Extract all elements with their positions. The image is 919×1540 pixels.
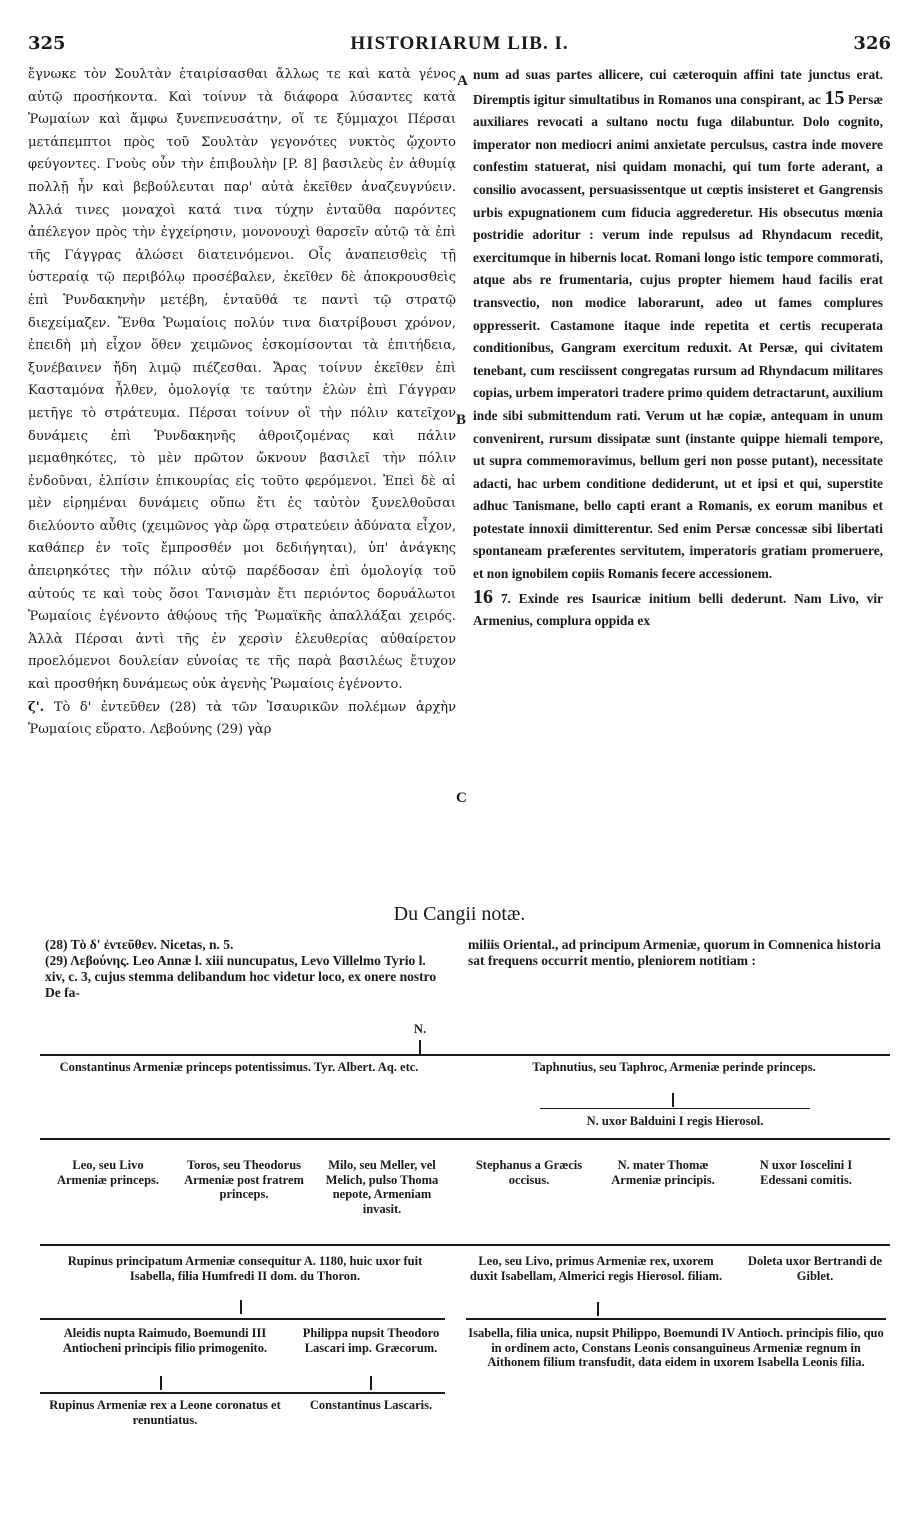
margin-letter-a: A: [457, 73, 468, 89]
margin-letter-b: B: [456, 412, 467, 428]
stemma-line: [240, 1300, 242, 1314]
notes-title: Du Cangii notæ.: [393, 903, 526, 925]
note-29: (29) Λεβούνης. Leo Annæ l. xiii nuncupatus, Levo Villelmo Tyrio l. xiv, c. 3, cujus stemma delibandum hoc videtur loco, ex onere nostro De fa-: [45, 953, 437, 1000]
stemma-taphnutius: Taphnutius, seu Taphroc, Armeniæ perinde princeps.: [532, 1060, 816, 1074]
greek-text: ἔγνωκε τὸν Σουλτὰν ἑταιρίσασθαι ἄλλως τε καὶ κατὰ γένος αὐτῷ προσήκοντα. Καὶ τοίνυν τὰ διάφορα λύσαντες κατὰ Ῥωμαίων καὶ ἄμφω ξυνεπνευσάτην, οἵ τε ξύμμαχοι Πέρσαι μετάπεμπτοι πρὸς τοῦ Σουλτὰν γεγονότες νυκτὸς ᾤχοντο φεύγοντες. Γνοὺς οὖν τὴν ἐπιβουλὴν [P. 8] βασιλεὺς ἐν ἀθυμίᾳ πολλῇ ἦν καὶ βεβούλευται παρ' αὐτὰ ἐκεῖθεν ἀναζευγνύειν. Ἀλλά τινες μοναχοὶ κατά τινα τύχην ἐνταῦθα παρόντες ἀπέλεγον πρὸς τὴν ἐγχείρησιν, μονονουχὶ θαρσεῖν αὐτῷ τὰ ἐπὶ τῆς Γάγγρας ἁλώσει διατεινόμενοι. Οἷς ἀναπεισθεὶς τῇ ὑστεραίᾳ τῷ περιβόλῳ προσέβαλεν, ἐκεῖθεν δὲ ἀποκρουσθεὶς ἐπὶ Ῥυνδακηνὴν μετέβη, ἐνταῦθά τε παντὶ τῷ στρατῷ διεχείμαζεν. Ἔνθα Ῥωμαίοις πολύν τινα διατρίβουσι χρόνον, ἐπειδὴ μὴ εἶχον ὅθεν χειμῶνος ἐσκομίσονται τὰ ἐπιτήδεια, ξυνέβαινεν ἤδη λιμῷ πιέζεσθαι. Ἄρας τοίνυν ἐκεῖθεν ἐπὶ Κασταμόνα ἦλθεν, ὁμολογίᾳ τε ταύτην ἑλὼν ἐπὶ Γάγγραν μετῆγε τὸ στράτευμα. Πέρσαι τοίνυν οἳ τὴν πόλιν κατεῖχον δυνάμεις ἐπὶ Ῥυνδακηνῆς ἀθροιζομένας καὶ πάλιν μεμαθηκότες, τὸ μὲν πρῶτον ὤκνουν βασιλεῖ τὴν πόλιν ἐνδοῦναι, ἐλπίσιν ἐπικουρίας εἰς τοῦτο φερόμενοι. Ἐπεὶ δὲ αἱ μὲν εἰρημέναι δυνάμεις οὔπω ἔτι ἐς ταὐτὸν ξυνελθοῦσαι διελύοντο αὖθις (χειμῶνος γὰρ ὥρᾳ στρατεύειν ἀδύνατα εἶχον, καθάπερ ἐν τοῖς ἔμπροσθέν μοι δεδιήγηται), ὑπ' ἀνάγκης ἀπειρηκότες τὴν πόλιν αὐτῷ παρέδοσαν ἐπὶ ὁμολογίᾳ τοῦ αὐτούς τε καὶ τοὺς ὅσοι Τανισμὰν ἔτι περιόντος δορυάλωτοι Ῥωμαίοις ἐγένοντο ἀθῴους τῆς Ῥωμαϊκῆς ἀπαλλάξαι χειρός. Ἀλλὰ Πέρσαι ἀντὶ τῆς ἐν χερσὶν ἐλευθερίας αὐθαίρετον προελόμενοι δουλείαν εὐνοίας τε τῆς παρὰ βασιλέως ἔτυχον καὶ προσθήκη δυνάμεως οὐκ ἀγενὴς Ῥωμαίοις ἐγένοντο.: [28, 67, 456, 693]
greek-section-text: Τὸ δ' ἐντεῦθεν (28) τὰ τῶν Ἰσαυρικῶν πολέμων ἀρχὴν Ῥωμαίοις εὕρατο. Λεβούνης (29) γὰρ: [28, 699, 456, 738]
stemma-n-mater-thomae: N. mater Thomæ Armeniæ principis.: [611, 1158, 715, 1187]
stemma-line: [370, 1376, 372, 1390]
stemma-line: [40, 1054, 890, 1056]
stemma-line: [419, 1040, 421, 1054]
stemma-doleta: Doleta uxor Bertrandi de Giblet.: [747, 1254, 883, 1283]
stemma-root: N.: [413, 1022, 427, 1036]
stemma-line: [466, 1318, 886, 1320]
greek-section-number: ζ'.: [28, 699, 45, 715]
stemma-n-uxor-ioscelini: N uxor Ioscelini I Edessani comitis.: [759, 1158, 853, 1187]
section-number-15: 15: [824, 86, 845, 109]
stemma-line: [540, 1108, 810, 1109]
stemma-aleidis: Aleidis nupta Raimudo, Boemundi III Antiocheni principis filio primogenito.: [62, 1326, 268, 1355]
latin-section-16: [473, 586, 883, 633]
stemma-line: [160, 1376, 162, 1390]
stemma-line: [40, 1392, 445, 1394]
stemma-philippa: Philippa nupsit Theodoro Lascari imp. Græcorum.: [302, 1326, 440, 1355]
stemma-toros: Toros, seu Theodorus Armeniæ post fratrem princeps.: [184, 1158, 304, 1201]
latin-column: [473, 64, 883, 633]
stemma-constantinus: Constantinus Armeniæ princeps potentissimus. Tyr. Albert. Aq. etc.: [59, 1060, 419, 1074]
margin-letter-c: C: [456, 790, 467, 806]
latin-text-part2: Persæ auxiliares revocati a sultano noctu fuga dilabuntur. Dolo cognito, imperator non mediocri animi anxietate perculsus, castra inde movere confestim statuerat, nisi quidam monachi, qui tum forte aderant, a consilio avocassent, persuasissentque ut cœptis insisteret et Gangrensis urbis expugnationem cum fiducia aggrederetur. His obsecutus mœnia postridie adoritur : verum inde repulsus ad Rhyndacum recedit, exercitumque in hibernis locat. Romani longo istic tempore commorati, atque abs re frumentaria, cujus propter hiemem haud facilis erat transvectio, non modice laborarunt, adeo ut fames complures oppresserit. Castamone itaque inde repetita et certis recuperata conditionibus, Gangram exercitum reduxit. At Persæ, qui civitatem tenebant, cum resciissent congregatas rursum ad Rhyndacum militares copias, urbem imperatori tradere primo quidem detractarunt, auxilium inde sibi submittendum rati. Verum ut hæ copiæ, antequam in unum convenirent, rursum dissipatæ sunt (instante quippe hiemali tempore, ut supra commemoravimus, bellum geri non posse putant), necessitate adacti, hac urbem conditione dediderunt, ut et ipsi et qui, superstite adhuc Tanismane, bello capti erant a Romanis, ex eorum manibus et potestate innoxii dimitterentur. Sed enim Persæ concessæ sibi libertati spontaneam præferentes servitutem, imperatoris gratiam promeruere, et non ignobilem copiis Romanis fecere accessionem.: [473, 91, 884, 582]
page-header: [28, 33, 891, 59]
running-title: HISTORIARUM LIB. I.: [350, 33, 569, 54]
stemma-line: [40, 1318, 445, 1320]
stemma-stephanus: Stephanus a Græcis occisus.: [475, 1158, 583, 1187]
stemma-milo: Milo, seu Meller, vel Melich, pulso Thoma nepote, Armeniam invasit.: [325, 1158, 439, 1216]
stemma-line: [40, 1244, 890, 1246]
latin-text-part1: num ad suas partes allicere, cui cæteroquin affini tate junctus erat. Diremptis igitur simultatibus in Romanos una conspirant, ac: [473, 67, 883, 107]
notes-right-column: [468, 937, 888, 969]
section-number-16: 16: [473, 585, 493, 608]
page-number-right: 326: [853, 33, 891, 54]
stemma-line: [672, 1093, 674, 1107]
page-number-left: 325: [28, 33, 66, 54]
stemma-rupinus-rex: Rupinus Armeniæ rex a Leone coronatus et renuntiatus.: [49, 1398, 281, 1427]
latin-text-part3: 7. Exinde res Isauricæ initium belli dederunt. Nam Livo, vir Armenius, complura oppida ex: [473, 590, 883, 629]
note-28: (28) Τὸ δ' ἐντεῦθεν. Nicetas, n. 5.: [45, 937, 234, 952]
stemma-leo-livo: Leo, seu Livo Armeniæ princeps.: [56, 1158, 160, 1187]
stemma-isabella: Isabella, filia unica, nupsit Philippo, Boemundi IV Antioch. principis filio, quo in ordinem acto, Constans Leonis consanguineus Armeniæ regnum in Aithonem filium transfudit, data eidem in uxorem Isabella Leonis filia.: [468, 1326, 884, 1369]
stemma-line: [40, 1138, 890, 1140]
stemma-n-uxor-balduini: N. uxor Balduini I regis Hierosol.: [586, 1114, 764, 1128]
note-continuation: miliis Oriental., ad principum Armeniæ, quorum in Comnenica historia sat frequens occurrit mentio, pleniorem notitiam :: [468, 937, 881, 968]
stemma-constantinus-lascaris: Constantinus Lascaris.: [309, 1398, 433, 1412]
notes-left-column: [45, 937, 445, 1001]
latin-text: [473, 64, 883, 586]
stemma-leo-seu-livo: Leo, seu Livo, primus Armeniæ rex, uxorem duxit Isabellam, Almerici regis Hierosol. filiam.: [469, 1254, 723, 1283]
stemma-rupinus: Rupinus principatum Armeniæ consequitur A. 1180, huic uxor fuit Isabella, filia Humfredi II dom. du Thoron.: [67, 1254, 423, 1283]
greek-column: [28, 64, 456, 742]
greek-section-7: [28, 697, 456, 742]
stemma-line: [597, 1302, 599, 1316]
